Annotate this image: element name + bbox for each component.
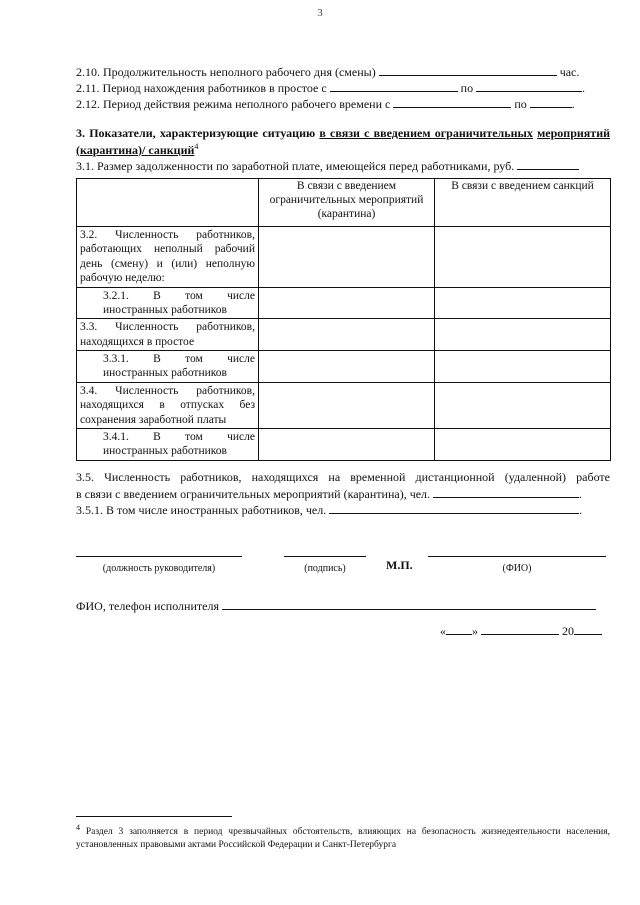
header-sanctions: В связи с введением санкций <box>435 179 611 227</box>
table-row <box>77 319 611 351</box>
item-2-11-mid: по <box>460 81 474 95</box>
row-label-3-4-1: 3.4.1. В том числе иностранных работников <box>77 428 259 460</box>
cell-3-4-1-sanctions[interactable] <box>435 428 611 460</box>
item-2-11-end: . <box>582 81 586 95</box>
table-row <box>77 287 611 319</box>
item-3-1 <box>76 158 610 175</box>
position-line[interactable] <box>76 556 242 557</box>
cell-3-2-1-quarantine[interactable] <box>259 287 435 319</box>
cell-3-4-sanctions[interactable] <box>435 382 611 428</box>
parttime-from-field[interactable] <box>393 96 511 108</box>
signature-label: (подпись) <box>304 563 346 574</box>
footnote <box>76 823 610 852</box>
debt-field[interactable] <box>517 158 579 170</box>
date-close-quote: » <box>472 624 478 638</box>
indicators-table <box>76 178 611 461</box>
item-2-12-label: 2.12. Период действия режима неполного рабочего времени с <box>76 97 391 111</box>
cell-3-2-sanctions[interactable] <box>435 227 611 288</box>
date-year-field[interactable] <box>574 623 602 635</box>
item-3-5-1-period: . <box>579 503 583 517</box>
item-3-5-1 <box>76 502 610 519</box>
row-label-3-3-1: 3.3.1. В том числе иностранных работников <box>77 351 259 383</box>
table-row <box>77 428 611 460</box>
item-3-5-cont-label: в связи с введением ограничительных мероприятий (карантина), чел. <box>76 487 431 501</box>
date-month-field[interactable] <box>481 623 559 635</box>
cell-3-4-1-quarantine[interactable] <box>259 428 435 460</box>
cell-3-3-sanctions[interactable] <box>435 319 611 351</box>
item-2-11 <box>76 80 610 97</box>
name-line[interactable] <box>428 556 606 557</box>
item-2-12-end: . <box>571 97 575 111</box>
table-row <box>77 227 611 288</box>
stamp-mark: М.П. <box>386 558 413 572</box>
cell-3-3-quarantine[interactable] <box>259 319 435 351</box>
item-3-5-1-label: 3.5.1. В том числе иностранных работников, чел. <box>76 503 327 517</box>
footnote-ref: 4 <box>194 141 199 151</box>
item-3-1-label: 3.1. Размер задолженности по заработной плате, имеющейся перед работниками, руб. <box>76 159 515 173</box>
cell-3-2-quarantine[interactable] <box>259 227 435 288</box>
downtime-from-field[interactable] <box>330 80 458 92</box>
header-quarantine: В связи с введением ограничительных мероприятий (карантина) <box>259 179 435 227</box>
row-label-3-4: 3.4. Численность работников, находящихся в отпусках без сохранения заработной платы <box>77 382 259 428</box>
date-day-field[interactable] <box>446 623 472 635</box>
section-3-title-underline-2: мероприятий (карантина)/ санкций <box>76 126 611 157</box>
item-2-11-label: 2.11. Период нахождения работников в простое с <box>76 81 327 95</box>
item-2-12 <box>76 96 610 113</box>
cell-3-3-1-quarantine[interactable] <box>259 351 435 383</box>
cell-3-4-quarantine[interactable] <box>259 382 435 428</box>
date-line <box>440 623 602 640</box>
name-label: (ФИО) <box>502 563 532 574</box>
remote-count-field[interactable] <box>433 486 579 498</box>
page-number: 3 <box>317 7 323 19</box>
footnote-text: Раздел 3 заполняется в период чрезвычайных обстоятельств, влияющих на безопасность жизнедеятельности населения, установленных правовыми актами Российской Федерации и Санкт-Петербурга <box>76 827 611 850</box>
executor-label: ФИО, телефон исполнителя <box>76 599 219 613</box>
table-row <box>77 382 611 428</box>
downtime-to-field[interactable] <box>476 80 582 92</box>
cell-3-2-1-sanctions[interactable] <box>435 287 611 319</box>
item-2-10-label: 2.10. Продолжительность неполного рабочего дня (смены) <box>76 65 376 79</box>
signature-line[interactable] <box>284 556 366 557</box>
hours-unit: час. <box>559 65 580 79</box>
executor-field[interactable] <box>222 598 596 610</box>
cell-3-3-1-sanctions[interactable] <box>435 351 611 383</box>
row-label-3-2: 3.2. Численность работников, работающих неполный рабочий день (смену) и (или) неполную рабочую неделю: <box>77 227 259 288</box>
row-label-3-3: 3.3. Численность работников, находящихся в простое <box>77 319 259 351</box>
date-open-quote: « <box>440 624 446 638</box>
section-3-title-lead: 3. Показатели, характеризующие ситуацию <box>76 126 316 140</box>
item-2-12-mid: по <box>514 97 527 111</box>
table-row <box>77 351 611 383</box>
item-3-5-cont <box>76 486 610 503</box>
table-header-row <box>77 179 611 227</box>
row-label-3-2-1: 3.2.1. В том числе иностранных работников <box>77 287 259 319</box>
remote-foreign-field[interactable] <box>329 502 579 514</box>
footnote-rule <box>76 816 232 817</box>
parttime-to-field[interactable] <box>530 96 572 108</box>
date-year-prefix: 20 <box>562 624 574 638</box>
item-3-5-period: . <box>579 487 583 501</box>
section-3-title <box>76 126 610 158</box>
section-3-title-underline-1: в связи с введением ограничительных <box>319 126 533 140</box>
item-3-5: 3.5. Численность работников, находящихся на временной дистанционной (удаленной) работе <box>76 470 610 484</box>
executor-line <box>76 598 610 615</box>
footnote-mark: 4 <box>76 823 80 832</box>
item-2-10 <box>76 64 610 81</box>
header-empty-cell <box>77 179 259 227</box>
hours-field[interactable] <box>379 64 557 76</box>
position-label: (должность руководителя) <box>102 563 216 574</box>
